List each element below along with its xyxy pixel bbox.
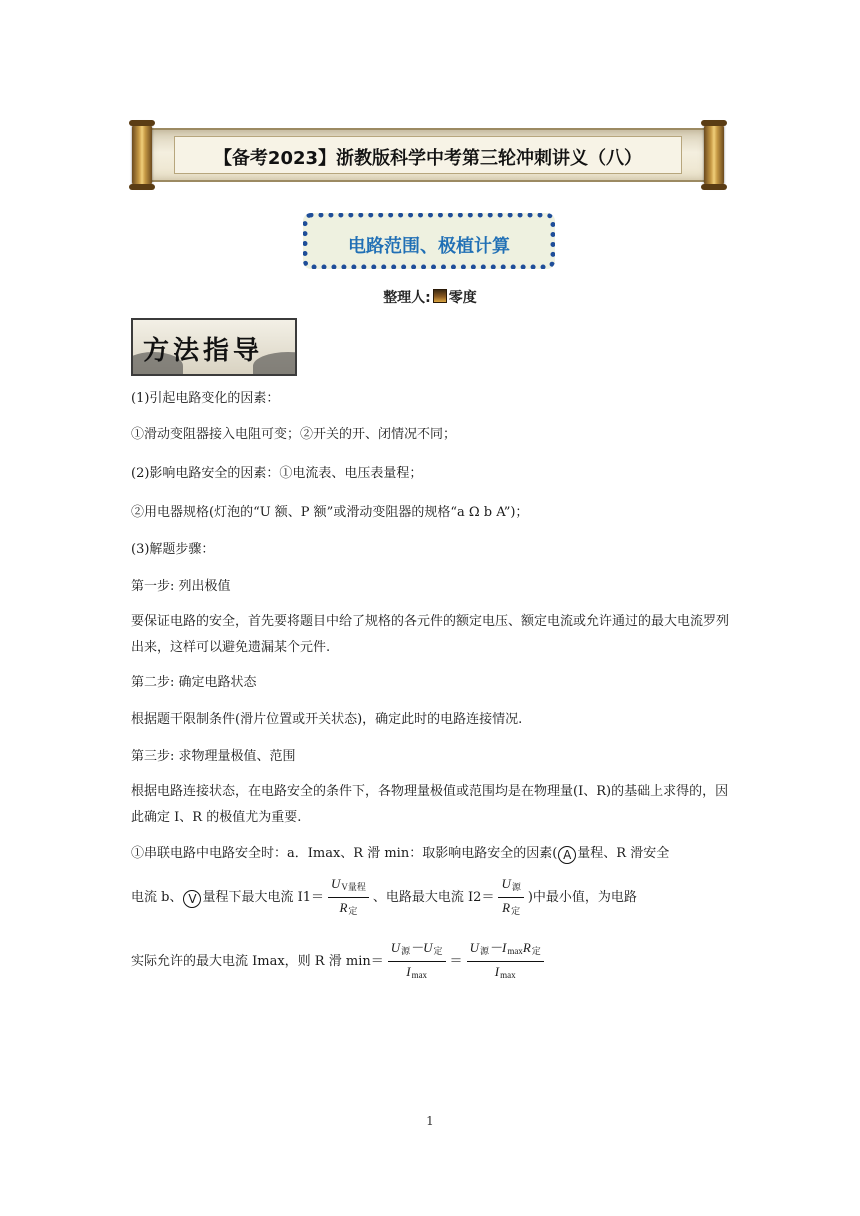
voltmeter-symbol: V [183, 890, 201, 908]
fraction-i1: $\frac{U_{V量程}}{R_定}$ [328, 876, 369, 919]
current-text-d: )中最小值，为电路 [527, 890, 637, 905]
compiler-label: 整理人: [383, 290, 431, 306]
compiler-avatar-icon [433, 289, 447, 303]
current-text-b: 量程下最大电流 I1＝ [202, 890, 325, 905]
series-rule-line [131, 841, 731, 867]
step-one-text: 要保证电路的安全，首先要将题目中给了规格的各元件的额定电压、额定电流或允许通过的最大电流罗列出来，这样可以避免遗漏某个元件. [131, 614, 730, 655]
step-three-heading: 第三步: 求物理量极值、范围 [131, 749, 296, 764]
step-two-text: 根据题干限制条件(滑片位置或开关状态)，确定此时的电路连接情况. [131, 712, 523, 727]
method-guide-title: 方法指导 [143, 336, 264, 366]
resistance-formula-line [131, 940, 731, 983]
title-scroll-banner [130, 122, 726, 188]
equals-sign: ＝ [449, 954, 463, 969]
text-line-4: ②用电器规格(灯泡的“U 额、P 额”或滑动变阻器的规格“a Ω b A”)； [131, 505, 529, 520]
subtitle-box [303, 213, 555, 269]
document-subtitle: 电路范围、极植计算 [348, 236, 510, 257]
fraction-rmin-a: $\frac{U_源-U_定}{I_{max}}$ [388, 940, 446, 983]
text-line-2: ①滑动变阻器接入电阻可变；②开关的开、闭情况不同； [131, 427, 457, 442]
ammeter-symbol: A [558, 846, 576, 864]
current-formula-line [131, 876, 731, 919]
text-line-5: (3)解题步骤： [131, 542, 215, 557]
method-guide-banner [131, 318, 297, 376]
fraction-rmin-b: $\frac{U_源-I_{max}R_定}{I_{max}}$ [467, 940, 544, 983]
compiler-line [0, 287, 860, 307]
series-rule-text-a: ①串联电路中电路安全时：a．Imax、R 滑 min：取影响电路安全的因素( [131, 846, 558, 861]
text-line-1: (1)引起电路变化的因素： [131, 391, 280, 406]
text-line-3: (2)影响电路安全的因素：①电流表、电压表量程； [131, 466, 423, 481]
current-text-c: 、电路最大电流 I2＝ [372, 890, 495, 905]
document-title: 【备考2023】浙教版科学中考第三轮冲刺讲义（八） [213, 148, 643, 169]
step-three-text: 根据电路连接状态，在电路安全的条件下，各物理量极值或范围均是在物理量(I、R)的基础上求得的，因此确定 I、R 的极值尤为重要. [131, 784, 729, 825]
series-rule-text-b: 量程、R 滑安全 [577, 846, 670, 861]
current-text-a: 电流 b、 [131, 890, 183, 905]
step-one-heading: 第一步: 列出极值 [131, 579, 231, 594]
resistance-text-a: 实际允许的最大电流 Imax，则 R 滑 min＝ [131, 954, 384, 969]
step-two-heading: 第二步: 确定电路状态 [131, 675, 257, 690]
compiler-name: 零度 [448, 290, 477, 306]
fraction-i2: $\frac{U_源}{R_定}$ [498, 876, 523, 919]
page-number: 1 [426, 1114, 434, 1128]
